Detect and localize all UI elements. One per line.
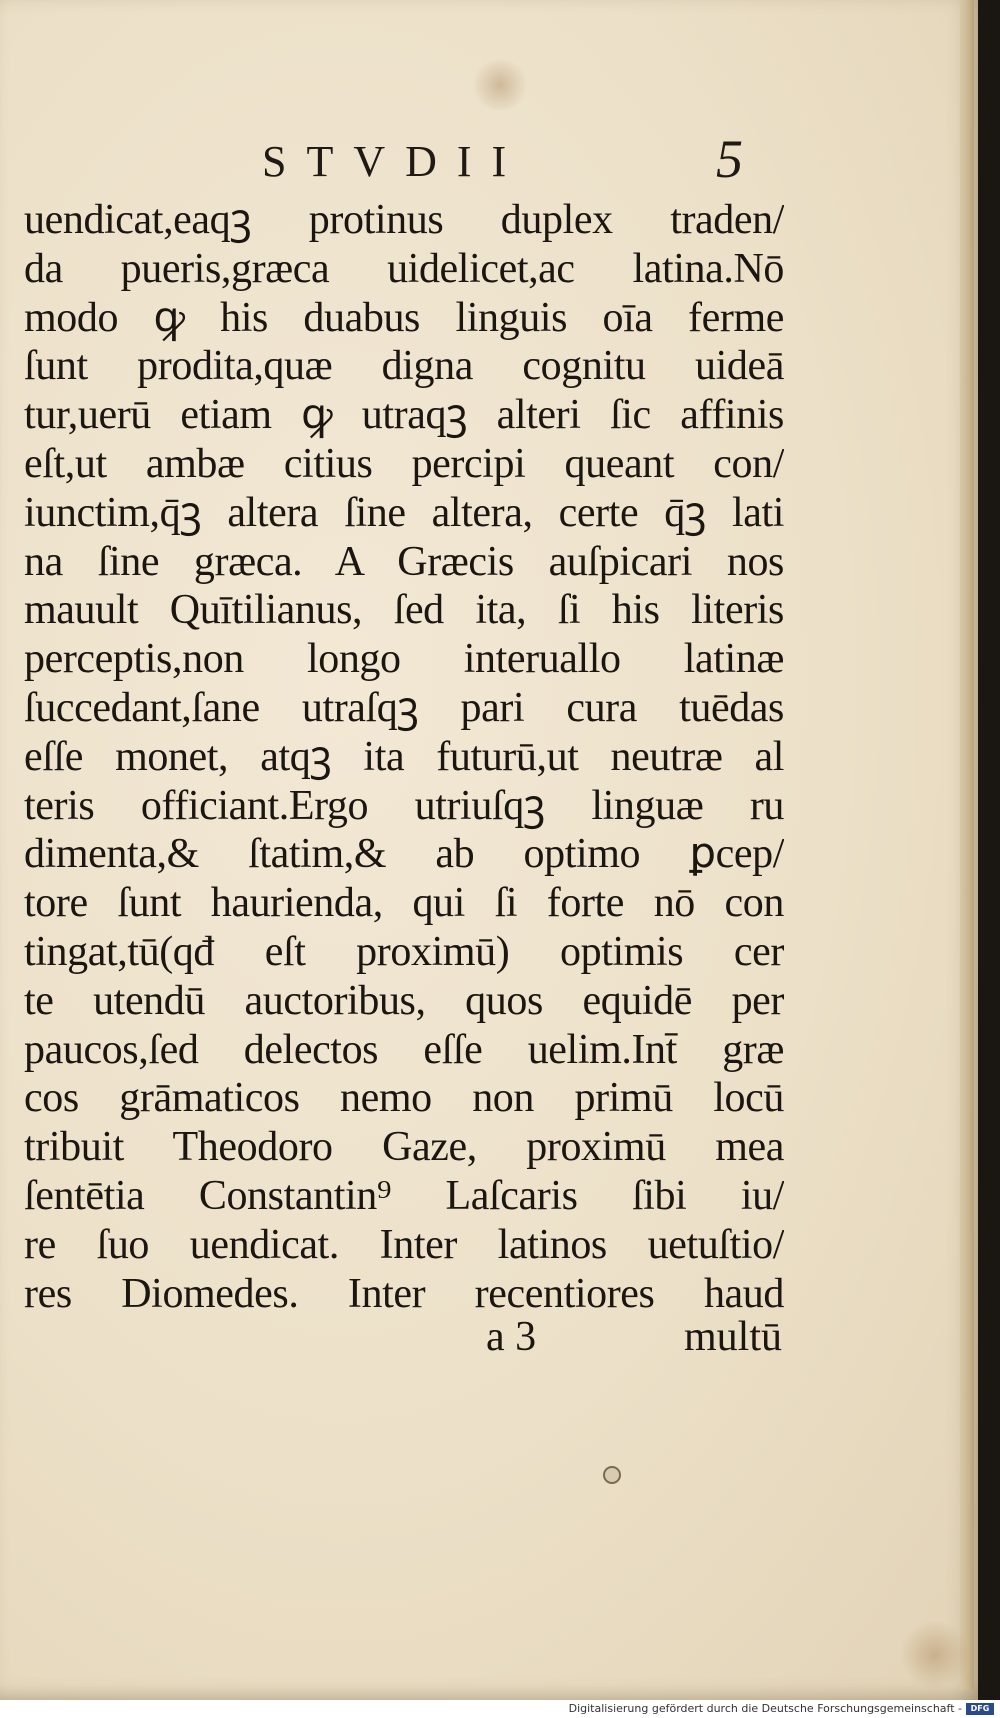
folio-number: 5 <box>716 129 743 189</box>
catchline <box>486 1313 782 1361</box>
text-line: uendicat,eaqꝫ protinus duplex traden/ <box>24 197 784 243</box>
text-line: te utendū auctoribus, quos equidē per <box>24 977 784 1024</box>
text-line: re ſuo uendicat. Inter latinos uetuſtio/ <box>24 1221 784 1268</box>
text-line: tur,uerū etiam ꝙ utraqꝫ alteri ſic affinis <box>24 392 784 439</box>
text-line: eſſe monet, atqꝫ ita futurū,ut neutræ al <box>24 733 784 780</box>
dfg-logo: DFG <box>966 1703 994 1715</box>
text-line: ſentētia Constantin⁹ Laſcaris ſibi iu/ <box>24 1172 784 1219</box>
text-line: na ſine græca. A Græcis auſpicari nos <box>24 538 784 585</box>
stain <box>470 60 530 110</box>
credit-text: Digitalisierung gefördert durch die Deutsche Forschungsgemeinschaft - <box>568 1702 962 1715</box>
text-line: dimenta,& ſtatim,& ab optimo ꝑcep/ <box>24 831 784 878</box>
signature-mark: a 3 <box>486 1314 537 1360</box>
text-line: perceptis,non longo interuallo latinæ <box>24 636 784 683</box>
text-line: ſunt prodita,quæ digna cognitu uideā <box>24 343 784 390</box>
text-line: tingat,tū(qđ eſt proximū) optimis cer <box>24 928 784 975</box>
text-line: da pueris,græca uidelicet,ac latina.Nō <box>24 245 784 292</box>
text-line: eſt,ut ambæ citius percipi queant con/ <box>24 440 784 487</box>
text-line: iunctim,q̄ꝫ altera ſine altera, certe q̄ꝫ lati <box>24 489 784 536</box>
text-line: cos grāmaticos nemo non primū locū <box>24 1075 784 1122</box>
footer-bar <box>0 1700 1000 1718</box>
text-line: paucos,ſed delectos eſſe uelim.Int̄ græ <box>24 1026 784 1073</box>
text-line: tribuit Theodoro Gaze, proximū mea <box>24 1124 784 1171</box>
text-line: tore ſunt haurienda, qui ſi forte nō con <box>24 880 784 927</box>
text-line: res Diomedes. Inter recentiores haud <box>24 1270 784 1317</box>
text-line: ſuccedant,ſane utraſqꝫ pari cura tuēdas <box>24 684 784 731</box>
catchword: multū <box>683 1314 782 1360</box>
paper-hole <box>603 1466 621 1484</box>
stain <box>900 1620 970 1690</box>
text-line: teris officiant.Ergo utriuſqꝫ linguæ ru <box>24 782 784 829</box>
running-head: STVDII <box>262 137 527 186</box>
text-line: modo ꝙ his duabus linguis oīa ferme <box>24 294 784 341</box>
text-block <box>24 196 784 1318</box>
footer-credit <box>569 1702 994 1715</box>
text-line: mauult Quītilianus, ſed ita, ſi his literis <box>24 587 784 634</box>
page-edge <box>960 0 974 1690</box>
